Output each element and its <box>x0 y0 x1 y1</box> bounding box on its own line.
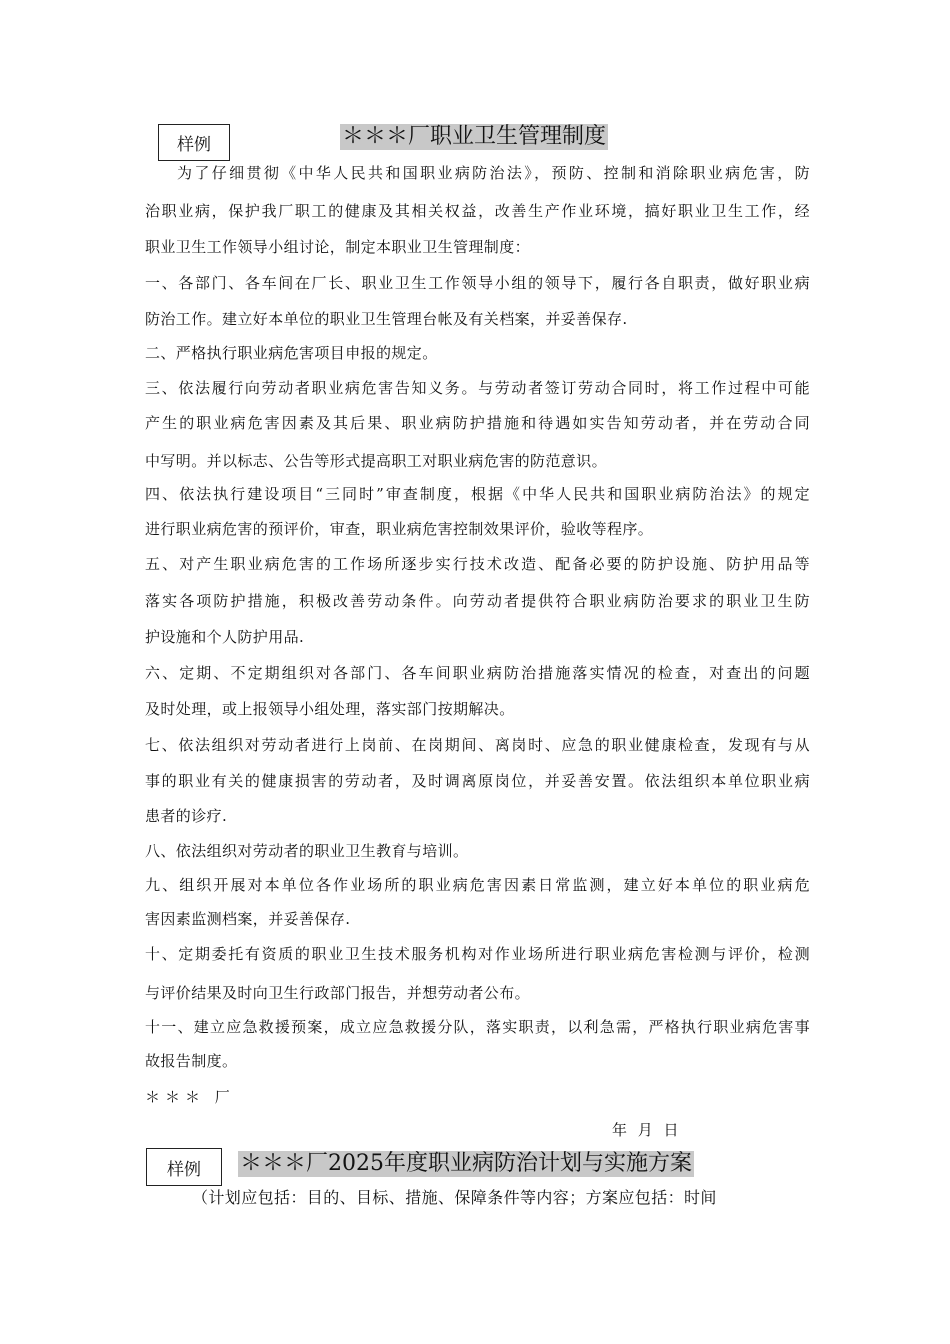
body-line: 六、定期、不定期组织对各部门、各车间职业病防治措施落实情况的检查，对查出的问题 <box>145 664 810 682</box>
body-line: 为了仔细贯彻《中华人民共和国职业病防治法》，预防、控制和消除职业病危害，防 <box>177 164 810 182</box>
body-line: 三、依法履行向劳动者职业病危害告知义务。与劳动者签订劳动合同时，将工作过程中可能 <box>145 379 810 397</box>
body-line: 护设施和个人防护用品. <box>145 628 305 646</box>
sample-label-box-2: 样例 <box>146 1148 222 1186</box>
plan-first-line: （计划应包括：目的、目标、措施、保障条件等内容；方案应包括：时间 <box>192 1188 717 1207</box>
plan-title: ＊＊＊厂2025年度职业病防治计划与实施方案 <box>240 1151 692 1176</box>
body-line: 一、各部门、各车间在厂长、职业卫生工作领导小组的领导下，履行各自职责，做好职业病 <box>145 274 810 292</box>
body-line: 害因素监测档案，并妥善保存. <box>145 910 351 928</box>
body-line: 二、严格执行职业病危害项目申报的规定。 <box>145 344 438 362</box>
body-line: 及时处理，或上报领导小组处理，落实部门按期解决。 <box>145 700 515 718</box>
body-line: 九、组织开展对本单位各作业场所的职业病危害因素日常监测，建立好本单位的职业病危 <box>145 876 810 894</box>
sample-label-box: 样例 <box>158 124 230 161</box>
body-line: 患者的诊疗. <box>145 807 228 825</box>
body-line: 与评价结果及时向卫生行政部门报告，并想劳动者公布。 <box>145 984 531 1002</box>
doc-title: ＊＊＊厂职业卫生管理制度 <box>342 124 607 149</box>
body-line: 十、定期委托有资质的职业卫生技术服务机构对作业场所进行职业病危害检测与评价，检测 <box>145 945 810 963</box>
body-line: 治职业病，保护我厂职工的健康及其相关权益，改善生产作业环境，搞好职业卫生工作，经 <box>145 202 810 220</box>
body-line: 五、对产生职业病危害的工作场所逐步实行技术改造、配备必要的防护设施、防护用品等 <box>145 555 810 573</box>
signature: ＊＊＊ 厂 <box>145 1088 235 1106</box>
body-line: 落实各项防护措施，积极改善劳动条件。向劳动者提供符合职业病防治要求的职业卫生防 <box>145 592 810 610</box>
body-line: 故报告制度。 <box>145 1052 238 1070</box>
body-line: 七、依法组织对劳动者进行上岗前、在岗期间、离岗时、应急的职业健康检查，发现有与从 <box>145 736 810 754</box>
body-line: 进行职业病危害的预评价，审查，职业病危害控制效果评价，验收等程序。 <box>145 520 654 538</box>
body-line: 十一、建立应急救援预案，成立应急救援分队，落实职责，以利急需，严格执行职业病危害事 <box>145 1018 810 1036</box>
body-line: 中写明。并以标志、公告等形式提高职工对职业病危害的防范意识。 <box>145 452 608 470</box>
body-line: 防治工作。建立好本单位的职业卫生管理台帐及有关档案，并妥善保存. <box>145 310 628 328</box>
date-line: 年 月 日 <box>612 1121 682 1139</box>
body-line: 职业卫生工作领导小组讨论，制定本职业卫生管理制度： <box>145 238 531 256</box>
body-line: 八、依法组织对劳动者的职业卫生教育与培训。 <box>145 842 469 860</box>
body-line: 事的职业有关的健康损害的劳动者，及时调离原岗位，并妥善安置。依法组织本单位职业病 <box>145 772 810 790</box>
body-line: 四、依法执行建设项目“三同时”审查制度，根据《中华人民共和国职业病防治法》的规定 <box>145 485 810 503</box>
body-line: 产生的职业病危害因素及其后果、职业病防护措施和待遇如实告知劳动者，并在劳动合同 <box>145 414 810 432</box>
